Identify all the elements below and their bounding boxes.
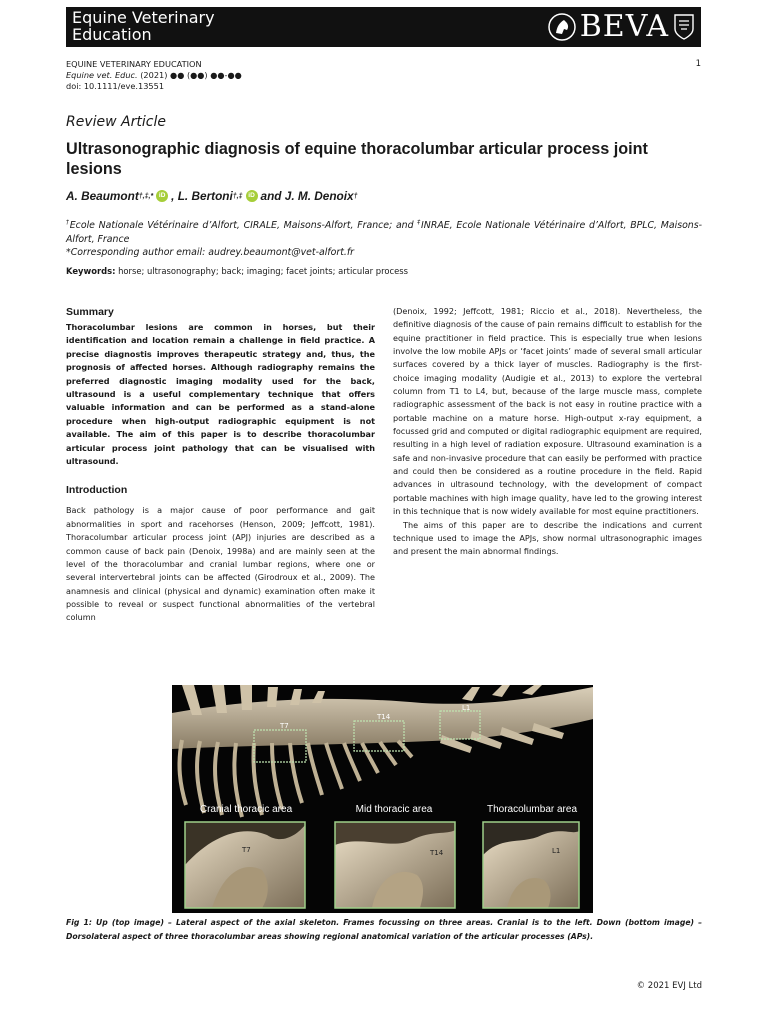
keywords-list: horse; ultrasonography; back; imaging; facet joints; articular process <box>115 266 408 276</box>
orcid-icon[interactable]: iD <box>246 190 258 202</box>
panel-title: Thoracolumbar area <box>486 804 578 815</box>
article-title: Ultrasonographic diagnosis of equine thoracolumbar articular process joint lesions <box>66 140 648 178</box>
beva-logo-text: BEVA <box>579 9 669 44</box>
aims-paragraph: The aims of this paper are to describe the indications and current technique used to image the APJs, show normal ultrasonographic images and present the main abnormal findings. <box>393 519 702 557</box>
journal-name-line1: Equine Veterinary <box>72 8 215 27</box>
copyright: © 2021 EVJ Ltd <box>636 981 702 991</box>
doi-link[interactable]: doi: 10.1111/eve.13551 <box>66 81 165 91</box>
affil-sup: † <box>66 219 70 226</box>
right-column <box>393 305 702 559</box>
article-type: Review Article <box>66 114 166 130</box>
vertebra-label-top: T14 <box>377 713 391 721</box>
journal-banner <box>66 7 701 47</box>
summary-text: Thoracolumbar lesions are common in horses, but their identification and location remain a challenge in field practice. A precise diagnostis improves therapeutic strategy and, thus, the prognosis of affected horses. Although radiography remains the preferred diagnostic imaging modality used for the back, ultrasound is a useful complementary technique that offers valuable information and can be performed as a stand-alone procedure when high-output radiographic equipment is not available. The aim of this paper is to describe thoracolumbar articular process joint pathology that can be visualised with ultrasound. <box>66 322 375 467</box>
panel-title: Mid thoracic area <box>355 804 433 815</box>
author-name: , L. Bertoni <box>171 189 233 203</box>
citation-volume: (2021) ●● (●●) ●●-●● <box>137 70 242 80</box>
journal-citation-block <box>66 59 242 92</box>
orcid-icon[interactable]: iD <box>156 190 168 202</box>
figure-1 <box>172 685 593 913</box>
vertebra-label-top: T7 <box>280 722 289 730</box>
journal-name-line2: Education <box>72 25 152 44</box>
citation-journal-abbrev: Equine vet. Educ. <box>66 70 138 80</box>
author-list <box>66 189 358 203</box>
affiliation-2: INRAE, Ecole Nationale Vétérinaire d’Alfort, BPLC, Maisons-Alfort, France <box>66 220 703 245</box>
crest-badge-icon <box>673 13 695 41</box>
journal-caps: EQUINE VETERINARY EDUCATION <box>66 59 202 69</box>
panel-mid-thoracic <box>335 822 455 908</box>
keywords-label: Keywords: <box>66 266 116 276</box>
vertebra-label-top: L1 <box>462 704 471 712</box>
citation-line <box>66 70 242 81</box>
panel-vertebra-label: L1 <box>552 847 561 855</box>
panel-thoracolumbar <box>483 822 579 908</box>
keywords <box>66 266 408 276</box>
affiliations <box>66 216 702 260</box>
beva-logo <box>548 10 695 44</box>
introduction-paragraph: Back pathology is a major cause of poor performance and gait abnormalities in sport and racehorses (Henson, 2009; Jeffcott, 1981). Thoracolumbar articular process joint (APJ) injuries are described as a common cause of back pain (Denoix, 1998a) and are mainly seen at the level of the thoracolumbar and cranial lumbar regions, where one or several intervertebral joints can be affected (Girodroux et al., 2009). The anamnesis and clinical (physical and dynamic) examination often make it possible to reveal or suspect functional abnormalities of the vertebral column <box>66 505 375 623</box>
affil-sup: ‡ <box>417 219 422 226</box>
introduction-paragraph-continued: (Denoix, 1992; Jeffcott, 1981; Riccio et al., 2018). Nevertheless, the definitive diagnosis of the cause of pain remains difficult to establish for the equine practitioner in field practice. This is especially true when lesions involve the low mobile APJs or ‘facet joints’ made of several small articular surfaces covered by a thick layer of muscles. Radiography is the first-choice imaging modality (Audigie et al., 2013) to explore the vertebral column from T1 to L4, but, because of the large muscle mass, complete radiographic assessment of the back is not easy in routine practice with a portable machine on a mature horse. High-output x-ray equipment, a focussed grid and computed or digital radiographic equipment are required, resulting in a high level of radiation exposure. Ultrasound examination is a safe and non-invasive procedure that can easily be performed with practice and could then be considered as a routine procedure in the field. Rapid advances in ultrasound technology, with the development of compact portable machines with high image quality, have led to the growing interest in this technique that is now widely available for most equine practitioners. <box>393 306 702 517</box>
affiliation-1: Ecole Nationale Vétérinaire d’Alfort, CIRALE, Maisons-Alfort, France; and <box>69 220 418 232</box>
panel-cranial-thoracic <box>185 822 305 908</box>
panel-title: Cranial thoracic area <box>199 804 293 815</box>
author-affil-sup: † <box>353 192 358 200</box>
corresponding-author: *Corresponding author email: audrey.beaumont@vet-alfort.fr <box>66 247 355 259</box>
skeleton-figure <box>172 685 593 913</box>
author-affil-sup: †,‡,* <box>138 192 154 200</box>
introduction-heading: Introduction <box>66 484 128 497</box>
page-number: 1 <box>695 59 701 69</box>
summary-heading: Summary <box>66 306 114 318</box>
author-name: A. Beaumont <box>66 189 139 203</box>
author-affil-sup: †,‡ <box>232 192 243 200</box>
panel-vertebra-label: T14 <box>430 849 444 857</box>
panel-vertebra-label: T7 <box>242 846 251 854</box>
journal-name <box>72 9 215 43</box>
left-column <box>66 306 375 625</box>
figure-caption: Fig 1: Up (top image) – Lateral aspect of the axial skeleton. Frames focussing on three areas. Cranial is to the left. Down (bottom image) – Dorsolateral aspect of three thoracolumbar areas showing regional anatomical variation of the articular processes (APs). <box>66 918 702 941</box>
author-name: and J. M. Denoix <box>260 189 354 203</box>
horse-head-icon <box>548 13 576 41</box>
